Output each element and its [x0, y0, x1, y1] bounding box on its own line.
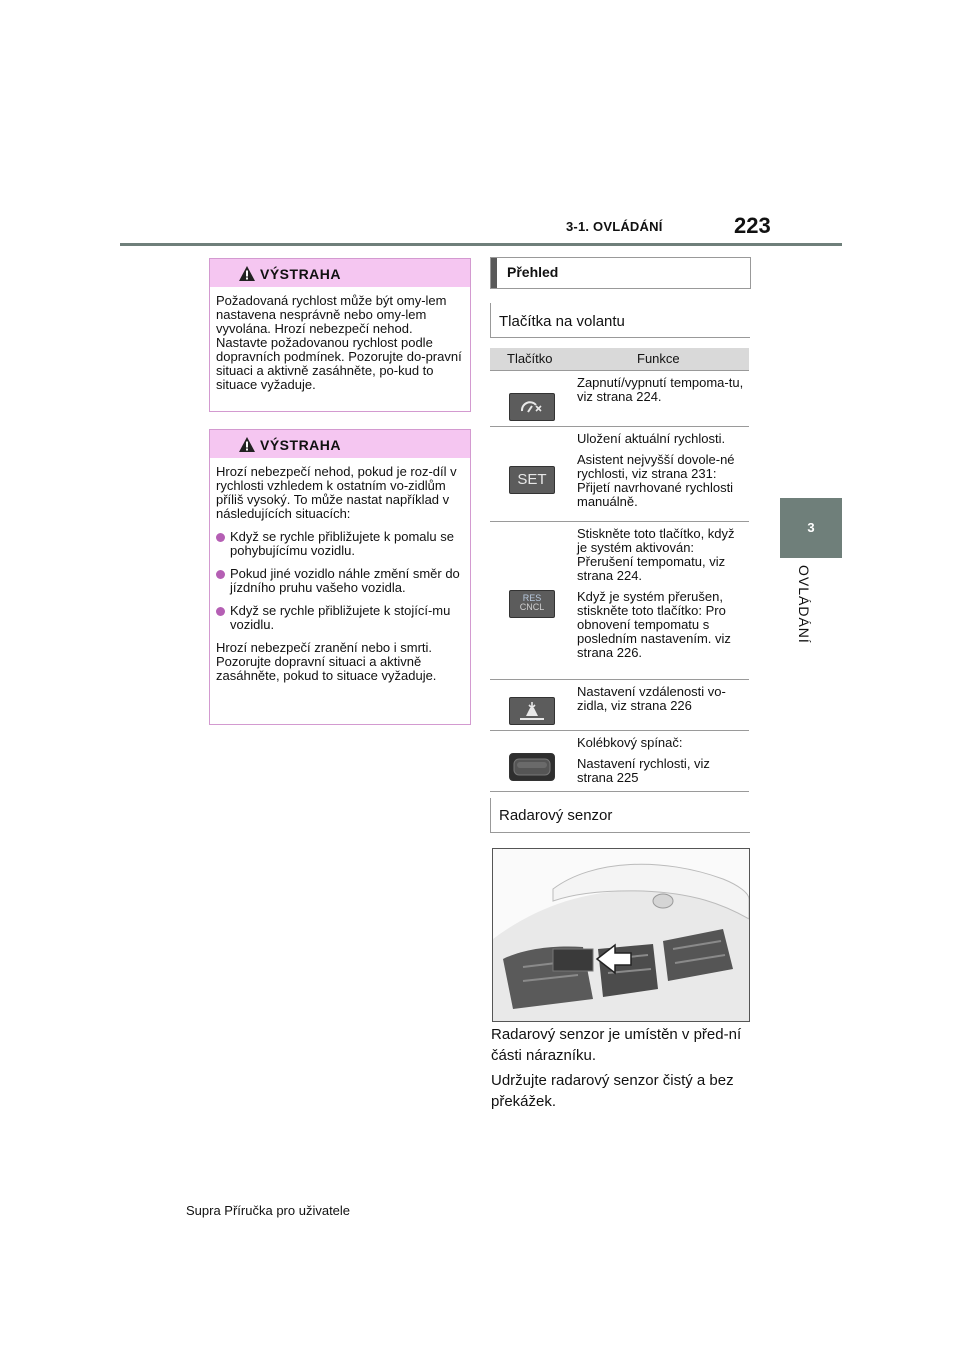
radar-title: Radarový senzor [499, 807, 613, 824]
bullet-dot-icon [216, 570, 225, 579]
rocker-switch-icon [509, 753, 555, 781]
warning-bullet: Když se rychle přibližujete k stojící-mu vozidlu. [216, 604, 464, 632]
section-title: 3-1. OVLÁDÁNÍ [566, 219, 663, 234]
warning-intro: Hrozí nebezpečí nehod, pokud je roz-díl v rychlosti vzhledem k ostatním vo-zidlům příliš vysoký. To může nastat například v následujících situacích: [216, 464, 457, 521]
page-number: 223 [734, 213, 771, 238]
warning-bullet: Pokud jiné vozidlo náhle změní směr do jízdního pruhu vašeho vozidla. [216, 567, 464, 595]
warning-header [210, 430, 470, 458]
warning-title: VÝSTRAHA [260, 266, 342, 282]
table-row [490, 680, 749, 731]
set-button: SET [509, 466, 555, 494]
row-function-text: Asistent nejvyšší dovole-né rychlosti, viz strana 231: Přijetí navrhované rychlosti manuálně. [577, 452, 735, 509]
radar-description [491, 1024, 753, 1116]
footer-text: Supra Příručka pro uživatele [186, 1203, 351, 1218]
overview-heading [490, 257, 751, 289]
overview-title: Přehled [507, 264, 559, 280]
table-row [490, 371, 749, 427]
radar-sensor-illustration [492, 848, 750, 1022]
radar-heading [490, 798, 750, 833]
chapter-number: 3 [807, 520, 815, 535]
warning-bullet: Když se rychle přibližujete k pomalu se pohybujícímu vozidlu. [216, 530, 464, 558]
table-row [490, 731, 749, 792]
warning-header [210, 259, 470, 287]
warning-triangle-icon [238, 265, 256, 282]
warning-triangle-icon [238, 436, 256, 453]
res-cncl-button: RES CNCL [509, 590, 555, 618]
warning-outro: Hrozí nebezpečí zranění nebo i smrti. Pozorujte dopravní situaci a aktivně zasáhněte, pokud to situace vyžaduje. [216, 640, 437, 683]
table-row [490, 427, 749, 522]
warning-text: Požadovaná rychlost může být omy-lem nastavena nesprávně nebo omy-lem vyvolána. Hrozí nebezpečí nehod. Nastavte požadovanou rychlost podle dopravních podmínek. Pozorujte do-pravní situaci a aktivně zasáhněte, po-kud to situace vyžaduje. [216, 293, 462, 392]
bullet-dot-icon [216, 607, 225, 616]
steering-buttons-heading [490, 303, 750, 338]
bullet-dot-icon [216, 533, 225, 542]
distance-icon [509, 697, 555, 725]
steering-buttons-title: Tlačítka na volantu [499, 313, 625, 330]
table-row [490, 522, 749, 680]
row-function-text: Když je systém přerušen, stiskněte toto tlačítko: Pro obnovení tempomatu s posledním nastavením. viz strana 226. [577, 589, 731, 660]
row-function-text: Nastavení vzdálenosti vo-zidla, viz strana 226 [577, 684, 726, 713]
cruise-control-icon [509, 393, 555, 421]
warning-title: VÝSTRAHA [260, 437, 342, 453]
chapter-label: OVLÁDÁNÍ [796, 565, 812, 644]
warning-box-1 [209, 258, 471, 412]
col-function-header: Funkce [637, 351, 680, 366]
radar-paragraph: Udržujte radarový senzor čistý a bez překážek. [491, 1072, 734, 1110]
chapter-tab [780, 498, 842, 558]
row-function-text: Uložení aktuální rychlosti. [577, 431, 726, 446]
warning-box-2 [209, 429, 471, 725]
row-function-text: Nastavení rychlosti, viz strana 225 [577, 756, 710, 785]
row-function-text: Kolébkový spínač: [577, 735, 683, 750]
header-rule [120, 243, 842, 246]
col-button-header: Tlačítko [507, 351, 553, 366]
row-function-text: Stiskněte toto tlačítko, když je systém aktivován: Přerušení tempomatu, viz strana 224. [577, 526, 735, 583]
radar-paragraph: Radarový senzor je umístěn v před-ní části nárazníku. [491, 1026, 742, 1064]
table-header [490, 348, 749, 371]
row-function-text: Zapnutí/vypnutí tempoma-tu, viz strana 224. [577, 375, 744, 404]
